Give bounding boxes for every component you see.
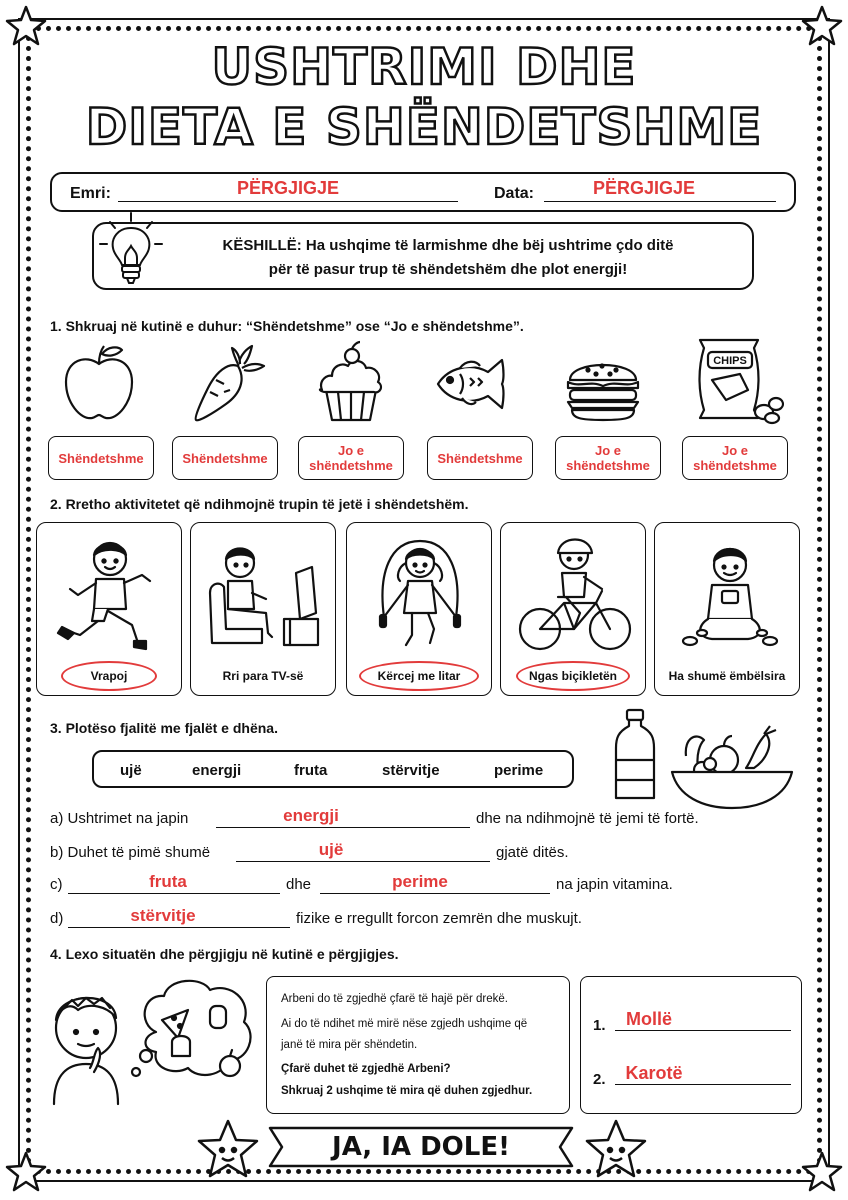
word-bank-item: fruta [294,762,328,779]
carrot-icon [182,340,268,426]
tip-text [188,234,708,282]
boy-cycling-icon [514,533,634,655]
story-line: Ai do të ndihet më mirë nëse zgjedh ushqime që [281,1018,528,1030]
situation-box [266,976,570,1114]
activity-card[interactable] [190,522,336,696]
tip-box [92,222,754,290]
food-answer-box[interactable] [427,436,533,480]
story-line: Arbeni do të zgjedhë çfarë të hajë për drekë. [281,993,508,1005]
activity-label: Ha shumë ëmbëlsira [668,669,786,683]
word-bank [92,750,574,788]
answer-number: 2. [593,1071,606,1088]
answer-box [580,976,802,1114]
footer-banner [268,1124,574,1170]
answer-number: 1. [593,1017,606,1034]
food-answer-box[interactable] [172,436,278,480]
food-answer-box[interactable] [48,436,154,480]
date-answer: PËRGJIGJE [592,178,696,198]
word-bank-item: energji [192,762,242,779]
activity-label: Ngas biçikletën [528,669,618,683]
question-3-prompt: 3. Plotëso fjalitë me fjalët e dhëna. [50,720,278,736]
activity-label: Vrapoj [90,669,128,683]
food-answer: Shëndetshme [58,450,144,466]
chips-icon [692,334,784,426]
story-question: Çfarë duhet të zgjedhë Arbeni? [281,1063,451,1075]
question-1-prompt: 1. Shkruaj në kutinë e duhur: “Shëndetshme” ose “Jo e shëndetshme”. [50,318,524,334]
title-line-2: DIETA E SHËNDETSHME [85,98,763,156]
sentence-a [50,810,188,827]
burger-icon [560,340,646,426]
lightbulb-icon [98,210,164,290]
answer-d: stërvitje [130,906,196,925]
word-bank-item: ujë [120,762,142,779]
sentence-c-end: na japin vitamina. [556,876,673,893]
name-answer: PËRGJIGJE [236,178,340,198]
star-icon [4,1150,48,1194]
answer-b: ujë [318,840,344,859]
food-answer-box[interactable] [298,436,404,480]
activity-card[interactable] [500,522,646,696]
activity-label: Kërcej me litar [377,669,461,683]
answer-2: Karotë [625,1063,683,1083]
food-answer-box[interactable] [682,436,788,480]
answer-a: energji [283,806,339,825]
question-2-prompt: 2. Rretho aktivitetet që ndihmojnë trupin të jetë i shëndetshëm. [50,496,469,512]
food-answer: Shëndetshme [437,450,523,466]
food-answer: Jo e shëndetshme [309,443,393,473]
fish-icon [432,340,518,426]
sentence-c-middle: dhe [286,876,312,893]
sentence-b-end: gjatë ditës. [496,844,569,861]
story-line: janë të mira për shëndetin. [281,1039,418,1051]
name-label: Emri: [70,185,111,202]
food-answer-box[interactable] [555,436,661,480]
star-icon [800,1150,844,1194]
smiling-star-icon [582,1118,650,1184]
answer-c1: fruta [149,872,187,891]
question-4-prompt: 4. Lexo situatën dhe përgjigju në kutinë e përgjigjes. [50,946,399,962]
cupcake-icon [308,340,394,426]
food-answer: Shëndetshme [182,450,268,466]
sentence-c-start: c) [50,876,63,893]
food-answer: Jo e shëndetshme [693,443,777,473]
answer-1: Mollë [625,1009,672,1029]
smiling-star-icon [194,1118,262,1184]
sentence-b-start: b) Duhet të pimë shumë [50,844,211,861]
food-answer: Jo e shëndetshme [566,443,650,473]
activity-label: Rri para TV-së [222,669,304,683]
title-line-1: USHTRIMI DHE [211,38,637,96]
activity-card[interactable] [346,522,492,696]
fruit-bowl-icon [666,724,798,814]
answer-c2: perime [392,872,448,891]
activity-card[interactable] [654,522,800,696]
tip-line-2: për të pasur trup të shëndetshëm dhe plot energji! [268,261,628,278]
boy-eating-sweets-icon [668,533,788,655]
tip-line-1: KËSHILLË: Ha ushqime të larmishme dhe bëj ushtrime çdo ditë [222,237,674,254]
girl-jump-rope-icon [360,533,480,655]
sentence-d-end: fizike e rregullt forcon zemrën dhe muskujt. [296,910,582,927]
boy-watching-tv-icon [204,533,324,655]
date-label: Data: [494,185,535,202]
word-bank-item: stërvitje [382,762,440,779]
footer-text: JA, IA DOLE! [332,1132,510,1162]
sentence-a-end: dhe na ndihmojnë të jemi të fortë. [476,810,699,827]
water-bottle-icon [610,708,660,804]
chips-label: CHIPS [713,355,747,367]
sentence-d-start: d) [50,910,64,927]
thinking-boy-icon [38,972,264,1112]
story-instruction: Shkruaj 2 ushqime të mira që duhen zgjedhur. [281,1085,533,1097]
word-bank-item: perime [494,762,544,779]
running-boy-icon [50,533,170,655]
apple-icon [56,340,142,426]
name-date-box [50,172,796,212]
sentence-a-start: a) Ushtrimet na japin [50,810,189,827]
activity-card[interactable] [36,522,182,696]
